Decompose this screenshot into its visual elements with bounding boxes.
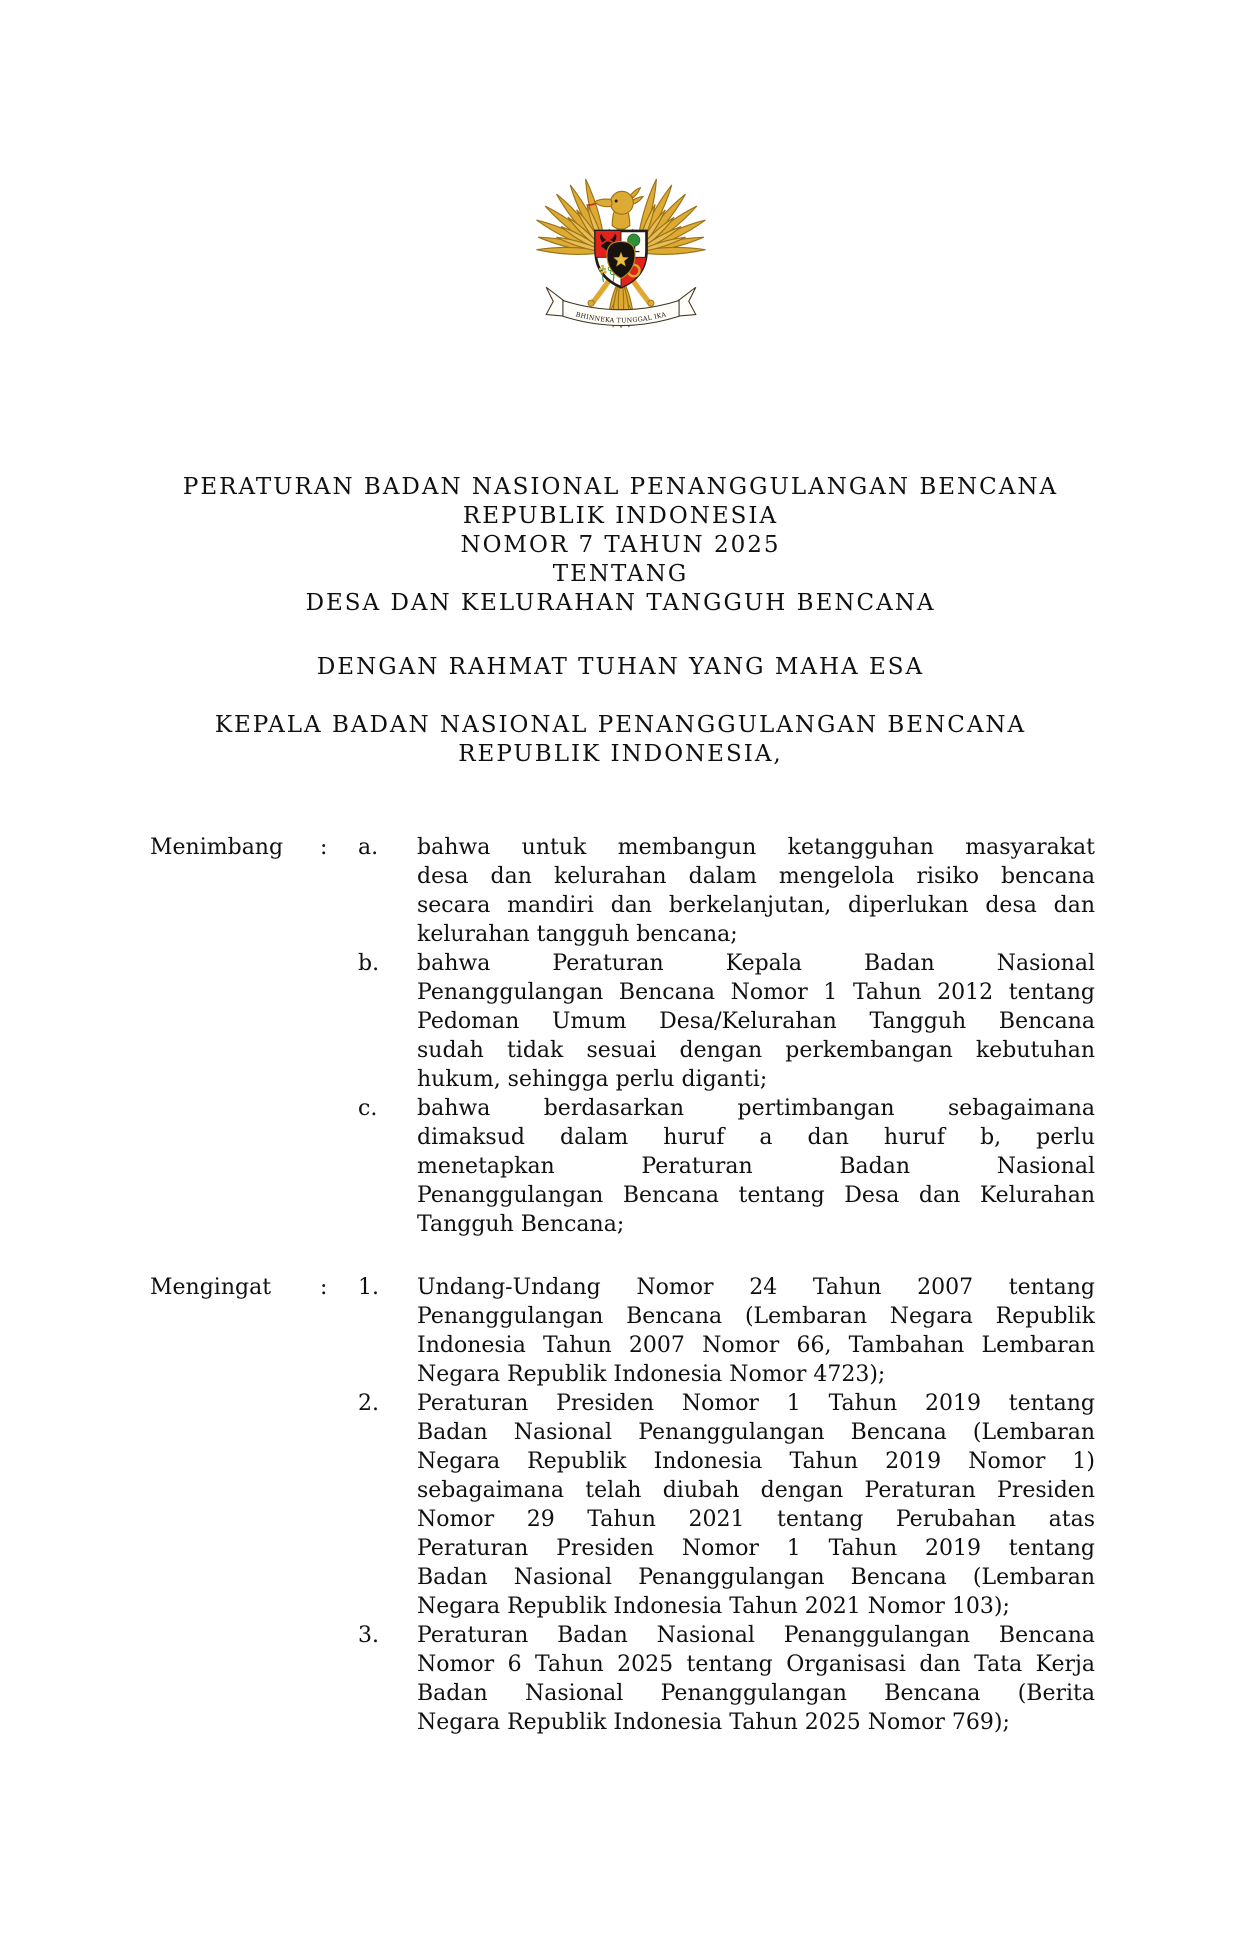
official-block	[0, 711, 1241, 769]
clause-line: Penanggulangan Bencana Nomor 1 Tahun 2012 tentang	[417, 980, 1095, 1005]
consideration-item	[417, 949, 1095, 1094]
clause-line: bahwa berdasarkan pertimbangan sebagaimana	[417, 1096, 1095, 1121]
considerations-label: Menimbang	[150, 835, 284, 860]
consideration-item-marker: b.	[358, 951, 380, 976]
clause-line: Peraturan Badan Nasional Penanggulangan Bencana	[417, 1623, 1095, 1648]
consideration-item-marker: c.	[358, 1096, 378, 1121]
official-line-republic: REPUBLIK INDONESIA,	[458, 741, 783, 767]
legal-basis-colon: :	[320, 1275, 328, 1300]
official-line-agency: KEPALA BADAN NASIONAL PENANGGULANGAN BENCANA	[214, 712, 1027, 738]
clause-line: Penanggulangan Bencana (Lembaran Negara Republik	[417, 1304, 1095, 1329]
title-line-number: NOMOR 7 TAHUN 2025	[460, 532, 781, 558]
clause-line: Badan Nasional Penanggulangan Bencana (Berita	[417, 1681, 1095, 1706]
clause-line: menetapkan Peraturan Badan Nasional	[417, 1154, 1095, 1179]
clause-line: Indonesia Tahun 2007 Nomor 66, Tambahan Lembaran	[417, 1333, 1095, 1358]
clause-line: Nomor 6 Tahun 2025 tentang Organisasi dan Tata Kerja	[417, 1652, 1095, 1677]
clause-line: Nomor 29 Tahun 2021 tentang Perubahan atas	[417, 1507, 1095, 1532]
clause-line: desa dan kelurahan dalam mengelola risiko bencana	[417, 864, 1095, 889]
legal-basis-label: Mengingat	[150, 1275, 272, 1300]
clause-line: bahwa Peraturan Kepala Badan Nasional	[417, 951, 1095, 976]
clause-line: Tangguh Bencana;	[417, 1212, 625, 1237]
legal-basis-item-marker: 2.	[358, 1391, 379, 1416]
legal-basis-item-marker: 3.	[358, 1623, 379, 1648]
clause-line: Peraturan Presiden Nomor 1 Tahun 2019 tentang	[417, 1391, 1095, 1416]
invocation-line: DENGAN RAHMAT TUHAN YANG MAHA ESA	[316, 654, 925, 680]
clause-line: kelurahan tangguh bencana;	[417, 922, 738, 947]
clause-line: Negara Republik Indonesia Tahun 2019 Nomor 1)	[417, 1449, 1095, 1474]
title-line-subject: DESA DAN KELURAHAN TANGGUH BENCANA	[305, 590, 936, 616]
legal-basis-section	[150, 1273, 1095, 1737]
clause-line: Negara Republik Indonesia Tahun 2025 Nomor 769);	[417, 1710, 1010, 1735]
clause-line: dimaksud dalam huruf a dan huruf b, perlu	[417, 1125, 1095, 1150]
pancasila-shield	[595, 231, 646, 287]
regulation-title-block	[0, 473, 1241, 618]
clause-line: Pedoman Umum Desa/Kelurahan Tangguh Bencana	[417, 1009, 1095, 1034]
clause-line: Badan Nasional Penanggulangan Bencana (Lembaran	[417, 1565, 1095, 1590]
clause-line: Undang-Undang Nomor 24 Tahun 2007 tentang	[417, 1275, 1095, 1300]
legal-basis-item-marker: 1.	[358, 1275, 379, 1300]
title-line-republic: REPUBLIK INDONESIA	[462, 503, 779, 529]
emblem-ribbon-text: BHINNEKA TUNGGAL IKA	[574, 311, 667, 325]
considerations-colon: :	[320, 835, 328, 860]
garuda-pancasila-emblem	[533, 148, 709, 335]
clause-line: bahwa untuk membangun ketangguhan masyarakat	[417, 835, 1095, 860]
consideration-item	[417, 833, 1095, 949]
clause-line: sudah tidak sesuai dengan perkembangan kebutuhan	[417, 1038, 1095, 1063]
eye-icon	[614, 200, 617, 203]
consideration-item	[417, 1094, 1095, 1239]
legal-basis-item	[417, 1389, 1095, 1621]
title-line-tentang: TENTANG	[552, 561, 689, 587]
consideration-item-marker: a.	[358, 835, 379, 860]
legal-basis-item	[417, 1273, 1095, 1389]
legal-basis-item	[417, 1621, 1095, 1737]
title-line-regulation: PERATURAN BADAN NASIONAL PENANGGULANGAN BENCANA	[182, 474, 1059, 500]
considerations-section	[150, 833, 1095, 1239]
clause-line: Badan Nasional Penanggulangan Bencana (Lembaran	[417, 1420, 1095, 1445]
clause-line: Peraturan Presiden Nomor 1 Tahun 2019 tentang	[417, 1536, 1095, 1561]
clause-line: sebagaimana telah diubah dengan Peraturan Presiden	[417, 1478, 1095, 1503]
clause-line: Negara Republik Indonesia Tahun 2021 Nomor 103);	[417, 1594, 1010, 1619]
clause-line: secara mandiri dan berkelanjutan, diperlukan desa dan	[417, 893, 1095, 918]
clause-line: hukum, sehingga perlu diganti;	[417, 1067, 768, 1092]
clause-line: Penanggulangan Bencana tentang Desa dan Kelurahan	[417, 1183, 1095, 1208]
clause-line: Negara Republik Indonesia Nomor 4723);	[417, 1362, 886, 1387]
